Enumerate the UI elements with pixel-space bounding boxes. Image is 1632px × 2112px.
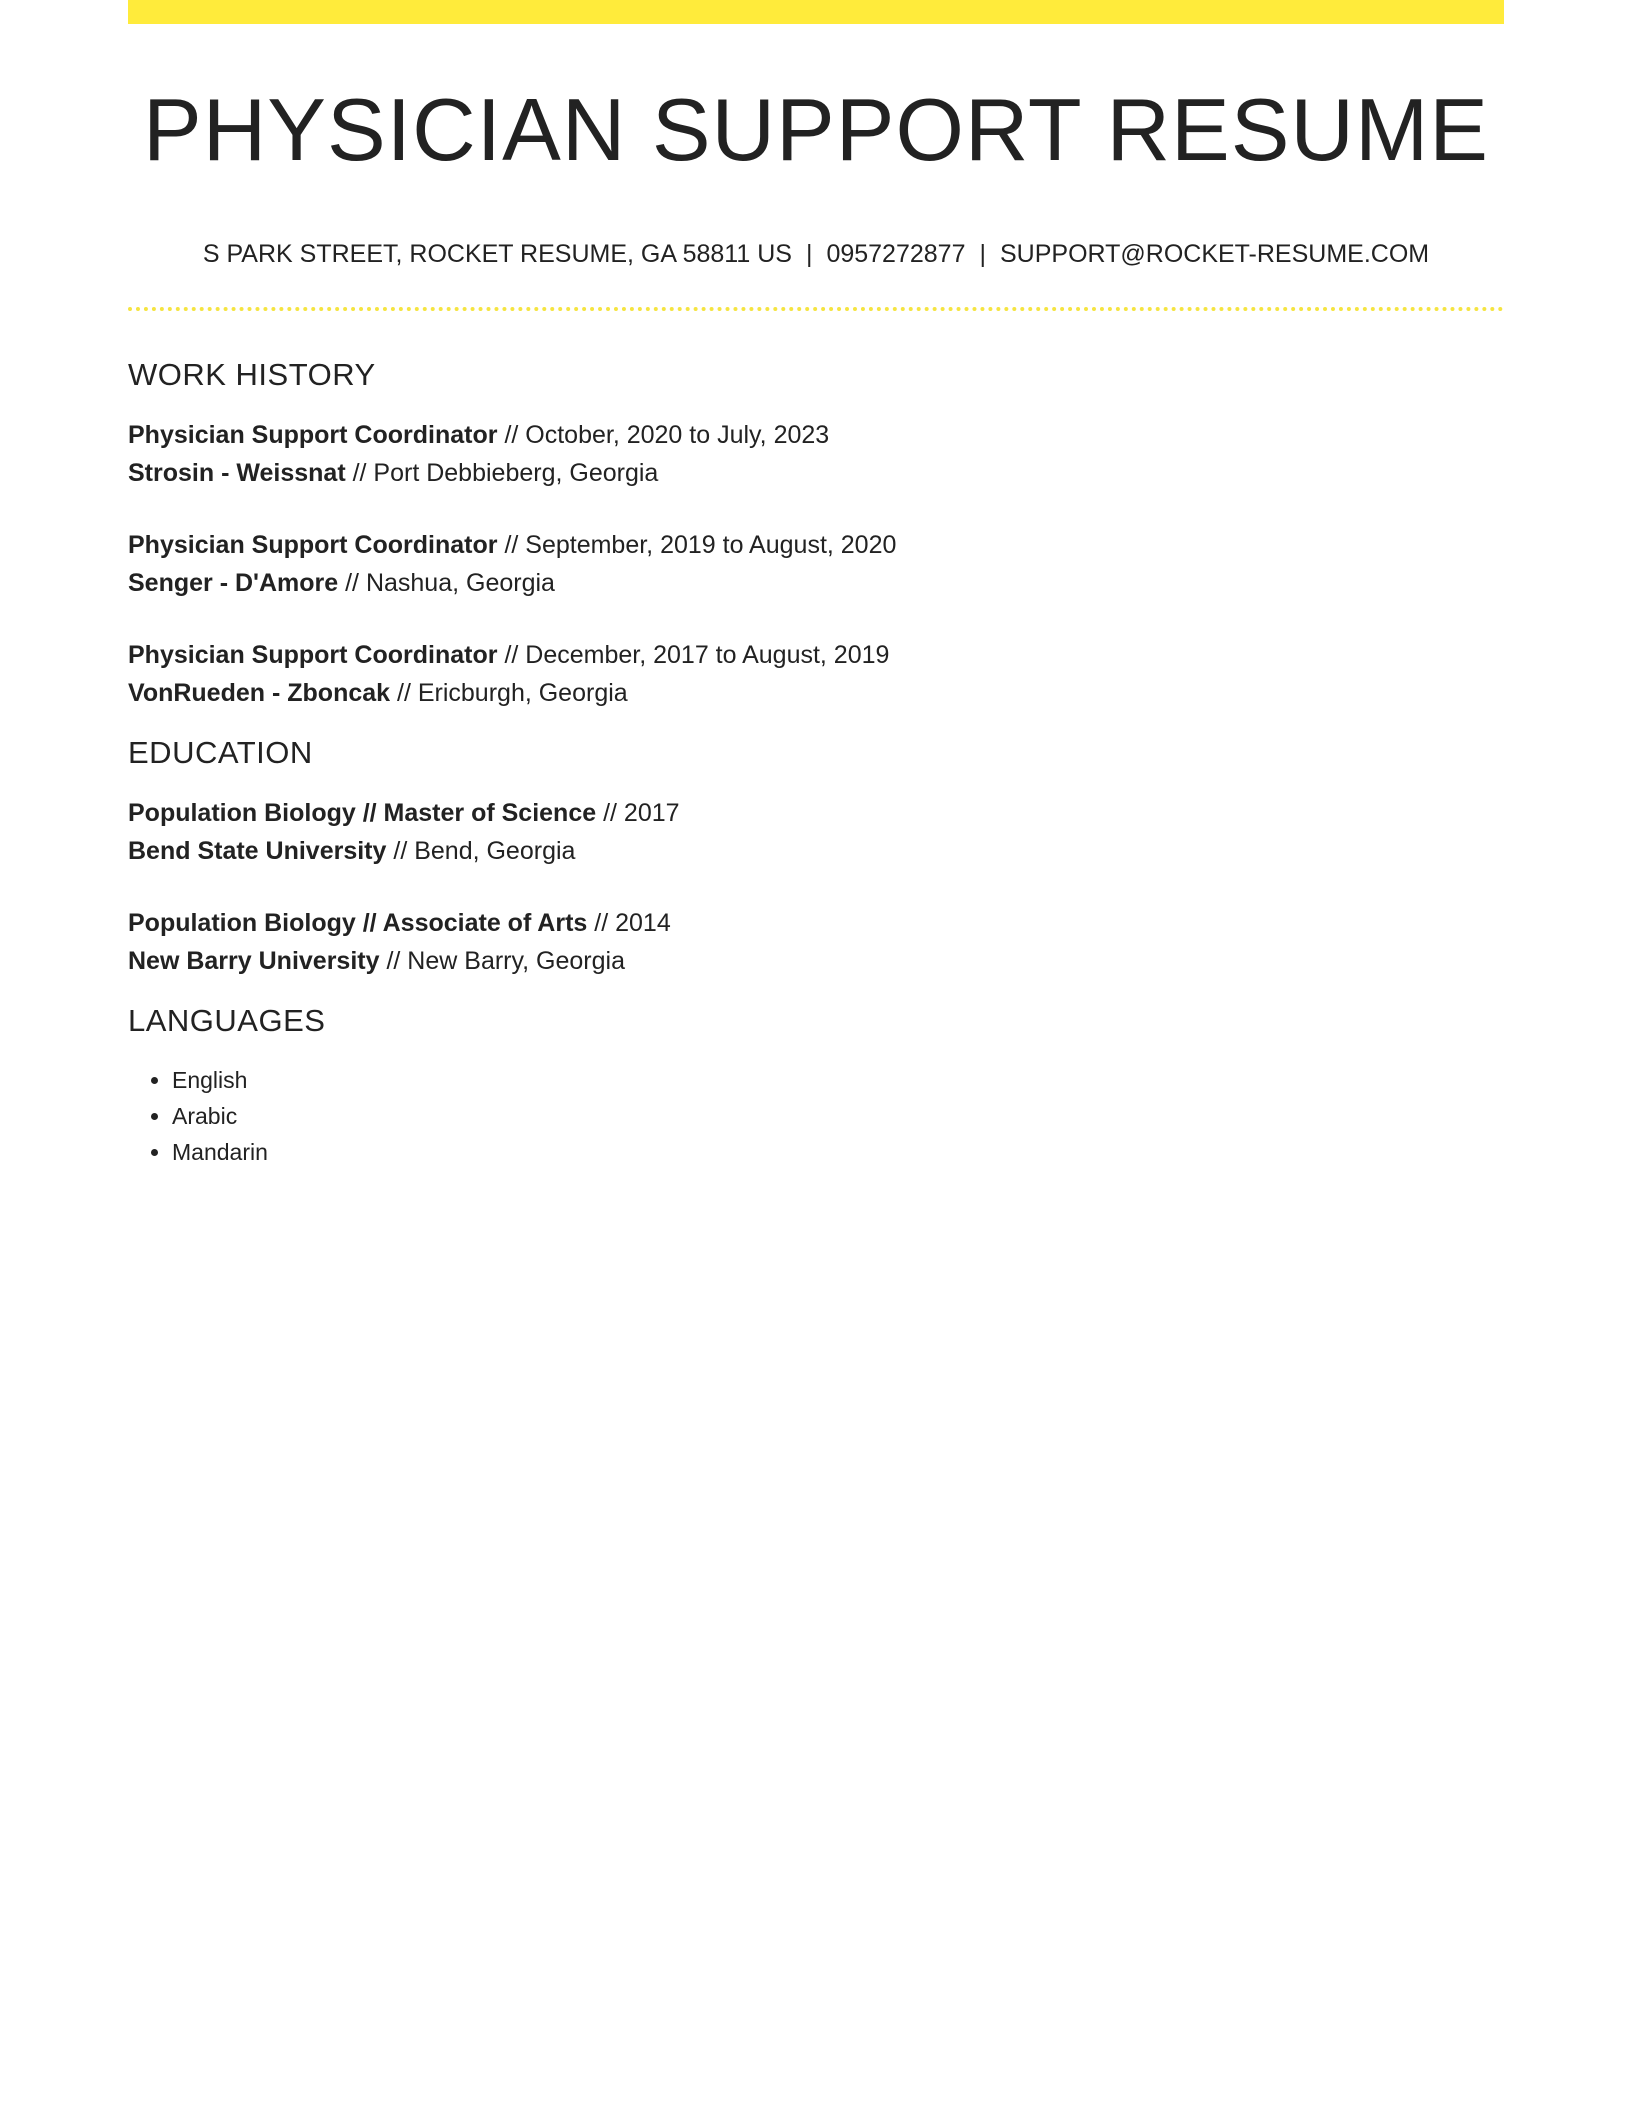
contact-phone: 0957272877 <box>826 240 966 268</box>
degree-year: // 2014 <box>594 909 671 937</box>
resume-content <box>128 352 1504 1170</box>
degree-name: Population Biology // Master of Science <box>128 799 597 827</box>
education-section <box>128 730 1504 980</box>
degree-name: Population Biology // Associate of Arts <box>128 909 588 937</box>
work-entry-employer-line <box>128 674 1504 712</box>
school-name: New Barry University <box>128 947 380 975</box>
language-list <box>128 1062 1504 1170</box>
job-title: Physician Support Coordinator <box>128 421 498 449</box>
employer-name: VonRueden - Zboncak <box>128 679 391 707</box>
work-entry-employer-line <box>128 454 1504 492</box>
work-entry-title-line <box>128 636 1504 674</box>
education-school-line <box>128 832 1504 870</box>
language-item: • Mandarin <box>172 1134 1504 1170</box>
work-history-section <box>128 352 1504 712</box>
job-dates: // September, 2019 to August, 2020 <box>504 531 897 559</box>
degree-year: // 2017 <box>603 799 680 827</box>
work-entry-employer-line <box>128 564 1504 602</box>
section-heading-work-history: WORK HISTORY <box>128 357 376 392</box>
employer-location: // Nashua, Georgia <box>345 569 555 597</box>
school-location: // Bend, Georgia <box>393 837 576 865</box>
work-entry <box>128 526 1504 602</box>
work-entry <box>128 636 1504 712</box>
school-name: Bend State University <box>128 837 387 865</box>
language-item: • English <box>172 1062 1504 1098</box>
employer-name: Senger - D'Amore <box>128 569 339 597</box>
section-heading-education: EDUCATION <box>128 735 313 770</box>
top-accent-bar <box>128 0 1504 24</box>
employer-name: Strosin - Weissnat <box>128 459 346 487</box>
job-dates: // October, 2020 to July, 2023 <box>504 421 830 449</box>
education-entry <box>128 794 1504 870</box>
contact-separator: | <box>805 240 813 268</box>
school-location: // New Barry, Georgia <box>386 947 625 975</box>
page-title: PHYSICIAN SUPPORT RESUME <box>143 80 1489 179</box>
job-title: Physician Support Coordinator <box>128 531 498 559</box>
work-entry-title-line <box>128 526 1504 564</box>
contact-line <box>128 236 1504 272</box>
education-degree-line <box>128 794 1504 832</box>
contact-address: S PARK STREET, ROCKET RESUME, GA 58811 US <box>202 240 792 268</box>
contact-email: SUPPORT@ROCKET-RESUME.COM <box>999 240 1430 268</box>
section-heading-languages: LANGUAGES <box>128 1003 326 1038</box>
job-title: Physician Support Coordinator <box>128 641 498 669</box>
language-item: • Arabic <box>172 1098 1504 1134</box>
languages-section <box>128 998 1504 1170</box>
employer-location: // Ericburgh, Georgia <box>397 679 628 707</box>
employer-location: // Port Debbieberg, Georgia <box>352 459 659 487</box>
contact-separator: | <box>979 240 986 268</box>
work-entry-title-line <box>128 416 1504 454</box>
education-school-line <box>128 942 1504 980</box>
education-degree-line <box>128 904 1504 942</box>
education-entry <box>128 904 1504 980</box>
dotted-divider <box>128 307 1504 311</box>
work-entry <box>128 416 1504 492</box>
job-dates: // December, 2017 to August, 2019 <box>504 641 890 669</box>
